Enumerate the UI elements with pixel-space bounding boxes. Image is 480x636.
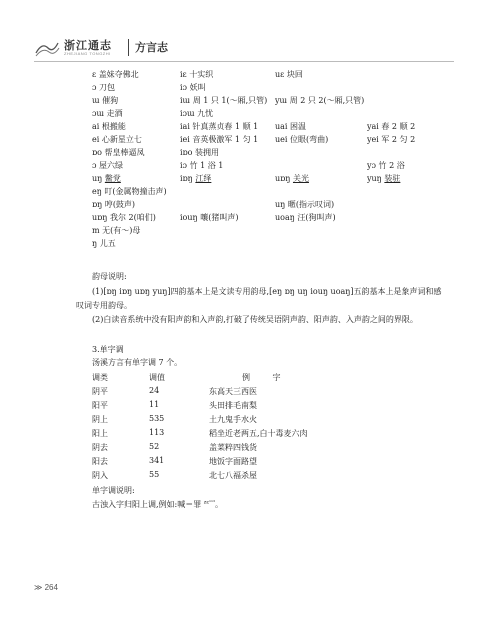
final-entry — [92, 172, 121, 185]
tone-category: 阴去 — [92, 443, 108, 452]
tone-category: 阴平 — [92, 387, 108, 396]
final-entry — [367, 172, 400, 185]
page-number — [34, 583, 58, 592]
final-entry: ŋ 儿五 — [92, 239, 116, 248]
final-entry: uɛ 块回 — [275, 70, 303, 79]
final-entry — [275, 172, 309, 185]
final-entry: uei 位眼(弯曲) — [275, 135, 329, 144]
final-entry: uŋ 暱(指示叹词) — [275, 200, 335, 209]
tones-note-title: 单字调说明: — [92, 486, 135, 495]
finals-row — [92, 146, 447, 159]
final-symbol: yuŋ — [367, 174, 385, 183]
finals-note-1: (1)[ɒŋ iɒŋ uɒŋ yuŋ]四韵基本上是文读专用韵母,[eŋ ɒŋ uŋ iouŋ uoaŋ]五韵基本上是象声词和感叹词专用韵母。 — [76, 287, 442, 310]
tone-value: 535 — [149, 414, 165, 423]
final-entry: yai 春 2 顺 2 — [367, 122, 416, 131]
col-header-tone-category: 调类 — [92, 373, 108, 382]
finals-note-title: 韵母说明: — [92, 272, 127, 281]
col-header-tone-value: 调值 — [149, 373, 165, 382]
page-marker-icon: ≫ — [34, 583, 45, 592]
final-entry: iɛ 十实织 — [180, 70, 214, 79]
tone-category: 阳平 — [92, 401, 108, 410]
tone-examples: 地饭字面路望 — [209, 457, 257, 466]
final-entry: uɒŋ 我尔 2(咱们) — [92, 213, 156, 222]
final-entry: uoaŋ 汪(狗叫声) — [275, 213, 336, 222]
example-underlined: 装驻 — [384, 174, 401, 183]
finals-row — [92, 133, 447, 146]
logo-wave-icon — [34, 39, 60, 57]
tones-note-text: 古浊入字归阳上调,例如:喊＝罪 — [92, 500, 204, 509]
final-entry: eŋ 叮(金属物撞击声) — [92, 187, 167, 196]
final-entry: iɔ 妖叫 — [180, 83, 206, 92]
tones-note-end: 。 — [215, 500, 224, 509]
final-entry: yɔ 竹 2 浴 — [367, 161, 405, 170]
tone-examples: 头田排毛南梨 — [209, 401, 257, 410]
finals-row — [92, 107, 447, 120]
final-entry: ɯ 催狗 — [92, 96, 119, 105]
final-entry: m 无(有～)母 — [92, 226, 141, 235]
tone-category: 阴入 — [92, 471, 108, 480]
final-entry: ɒo 帮皇棒逼凤 — [92, 148, 145, 157]
col-header-examples: 例 字 — [242, 373, 291, 382]
tone-examples: 北七八福杀屋 — [209, 471, 257, 480]
tone-value: 11 — [149, 400, 160, 409]
final-entry: iai 针真蒸贞春 1 顺 1 — [180, 122, 259, 131]
example-underlined: 关光 — [292, 174, 309, 183]
header-divider — [128, 39, 129, 56]
brand-title: 浙江通志 — [64, 39, 112, 52]
final-entry: iouŋ 嚷(猪叫声) — [180, 213, 239, 222]
tones-heading: 3.单字调 — [92, 345, 124, 354]
finals-row — [92, 224, 447, 237]
page-header — [34, 37, 454, 63]
final-entry: iɒo 装拥用 — [180, 148, 220, 157]
finals-row — [92, 81, 447, 94]
tone-value: 24 — [149, 386, 160, 395]
finals-row — [92, 198, 447, 211]
tones-intro: 汤溪方言有单字调 7 个。 — [92, 358, 183, 367]
final-entry: uai 困温 — [275, 122, 307, 131]
tones-note-ipa: zɛ¹¹³ — [203, 499, 216, 506]
finals-list — [92, 68, 447, 250]
tone-examples: 盖菜粹四钱货 — [209, 443, 257, 452]
final-entry: ei 心新星立七 — [92, 135, 142, 144]
final-entry: yɯ 周 2 只 2(～厢,只管) — [275, 96, 365, 105]
final-entry: ɔ 刀包 — [92, 83, 116, 92]
final-entry: iei 音英极激军 1 匀 1 — [180, 135, 259, 144]
tone-examples: 东高天三西医 — [209, 387, 257, 396]
tone-examples: 稻坐近老两五,白十毒麦六肉 — [209, 429, 308, 438]
tone-category: 阳去 — [92, 457, 108, 466]
final-entry: iɯ 周 1 只 1(～厢,只管) — [180, 96, 268, 105]
section-title: 方言志 — [135, 41, 168, 54]
tones-note — [92, 499, 223, 510]
final-entry: ai 根搬能 — [92, 122, 126, 131]
final-entry — [180, 172, 211, 185]
tone-category: 阳上 — [92, 429, 108, 438]
tone-value: 113 — [149, 428, 165, 437]
brand-subtitle: ZHEJIANG TONGZHI — [64, 51, 111, 56]
finals-note-2: (2)白读音系统中没有阳声韵和入声韵,打破了传统吴语阴声韵、阳声韵、入声韵之间的界限。 — [92, 315, 418, 324]
final-entry: ɒŋ 哼(鼓声) — [92, 200, 136, 209]
tone-value: 52 — [149, 442, 160, 451]
tone-examples: 土九鬼手水火 — [209, 415, 257, 424]
final-symbol: iɒŋ — [180, 174, 196, 183]
tone-category: 阴上 — [92, 415, 108, 424]
page-number-value: 264 — [44, 583, 58, 592]
final-entry: ɔ 屋六绿 — [92, 161, 124, 170]
final-entry: yei 军 2 匀 2 — [367, 135, 416, 144]
final-entry: ɛ 盖妹夺佛北 — [92, 70, 139, 79]
tone-value: 55 — [149, 470, 160, 479]
example-underlined: 江绎 — [195, 174, 212, 183]
final-entry: iɔ 竹 1 浴 1 — [180, 161, 224, 170]
finals-row — [92, 94, 447, 107]
finals-row — [92, 159, 447, 172]
finals-row — [92, 172, 447, 185]
tone-value: 341 — [149, 456, 165, 465]
finals-row — [92, 211, 447, 224]
finals-row — [92, 120, 447, 133]
finals-row — [92, 68, 447, 81]
finals-row — [92, 237, 447, 250]
finals-row — [92, 185, 447, 198]
final-entry: iɔɯ 九忧 — [180, 109, 214, 118]
example-underlined: 鳖党 — [104, 174, 121, 183]
header-rule — [34, 61, 454, 62]
final-symbol: uɒŋ — [275, 174, 293, 183]
final-symbol: uŋ — [92, 174, 105, 183]
final-entry: ɔɯ 走酒 — [92, 109, 123, 118]
